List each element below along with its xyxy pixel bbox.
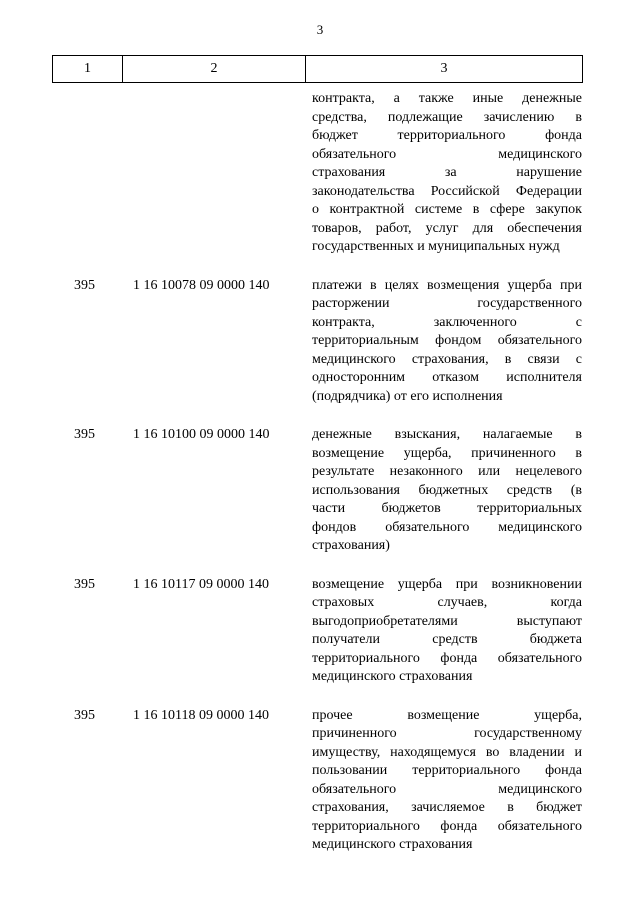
- description-line: результате незаконного или нецелевого: [312, 464, 582, 479]
- description-line: территориальным фондом обязательного: [312, 333, 582, 348]
- admin-code: 395: [74, 277, 95, 293]
- table-body: [0, 90, 640, 855]
- description-line: страхования за нарушение: [312, 165, 582, 180]
- description-line: медицинского страхования, в связи с: [312, 351, 582, 367]
- header-col-2: 2: [123, 56, 306, 82]
- description-line: (подрядчика) от его исполнения: [312, 388, 503, 404]
- description-line: выгодоприобретателями выступают: [312, 613, 582, 629]
- table-row: [0, 576, 640, 687]
- table-row: [0, 90, 640, 257]
- description-line: части бюджетов территориальных: [312, 501, 582, 516]
- description-line: использования бюджетных средств (в: [312, 482, 582, 498]
- admin-code: 395: [74, 576, 95, 592]
- description-line: фондов обязательного медицинского: [312, 519, 582, 535]
- description: [312, 426, 582, 556]
- table-header: [52, 55, 583, 83]
- description-line: контракта, а также иные денежные: [312, 91, 582, 106]
- description-line: медицинского страхования: [312, 669, 473, 684]
- admin-code: 395: [74, 427, 95, 442]
- description-line: имуществу, находящемуся во владении и: [312, 744, 582, 760]
- budget-code: 1 16 10118 09 0000 140: [133, 707, 269, 723]
- description-line: территориального фонда обязательного: [312, 650, 582, 666]
- description-line: платежи в целях возмещения ущерба при: [312, 277, 582, 293]
- description-line: медицинского страхования: [312, 837, 473, 852]
- description-line: страхования): [312, 538, 390, 553]
- header-col-3: 3: [440, 61, 448, 76]
- table-row: [0, 426, 640, 556]
- description: [312, 707, 582, 855]
- budget-code: 1 16 10078 09 0000 140: [133, 277, 270, 293]
- description-line: о контрактной системе в сфере закупок: [312, 202, 582, 217]
- description-line: контракта, заключенного с: [312, 314, 582, 330]
- admin-code: 395: [74, 707, 95, 723]
- description-line: законодательства Российской Федерации: [312, 183, 582, 199]
- budget-code: 1 16 10100 09 0000 140: [133, 427, 270, 442]
- description-line: государственных и муниципальных нужд: [312, 239, 560, 254]
- description: [312, 90, 582, 257]
- description: [312, 576, 582, 687]
- description-line: обязательного медицинского: [312, 146, 582, 162]
- description-line: средства, подлежащие зачислению в: [312, 109, 582, 125]
- description-line: получатели средств бюджета: [312, 632, 582, 647]
- page-number: 3: [316, 22, 324, 37]
- description-line: страховых случаев, когда: [312, 595, 582, 610]
- header-col-1: 1: [53, 56, 123, 82]
- description: [312, 277, 582, 407]
- budget-code: 1 16 10117 09 0000 140: [133, 576, 269, 592]
- description-line: возмещение ущерба при возникновении: [312, 576, 582, 592]
- description-line: товаров, работ, услуг для обеспечения: [312, 220, 582, 236]
- description-line: возмещение ущерба, причиненного в: [312, 445, 582, 461]
- description-line: прочее возмещение ущерба,: [312, 707, 582, 723]
- table-row: [0, 277, 640, 407]
- description-line: страхования, зачисляемое в бюджет: [312, 800, 582, 815]
- description-line: обязательного медицинского: [312, 781, 582, 797]
- description-line: пользовании территориального фонда: [312, 763, 582, 778]
- description-line: расторжении государственного: [312, 296, 582, 311]
- description-line: бюджет территориального фонда: [312, 128, 582, 143]
- table-row: [0, 707, 640, 855]
- description-line: причиненного государственному: [312, 726, 582, 741]
- description-line: односторонним отказом исполнителя: [312, 370, 582, 385]
- description-line: территориального фонда обязательного: [312, 818, 582, 834]
- description-line: денежные взыскания, налагаемые в: [312, 427, 582, 442]
